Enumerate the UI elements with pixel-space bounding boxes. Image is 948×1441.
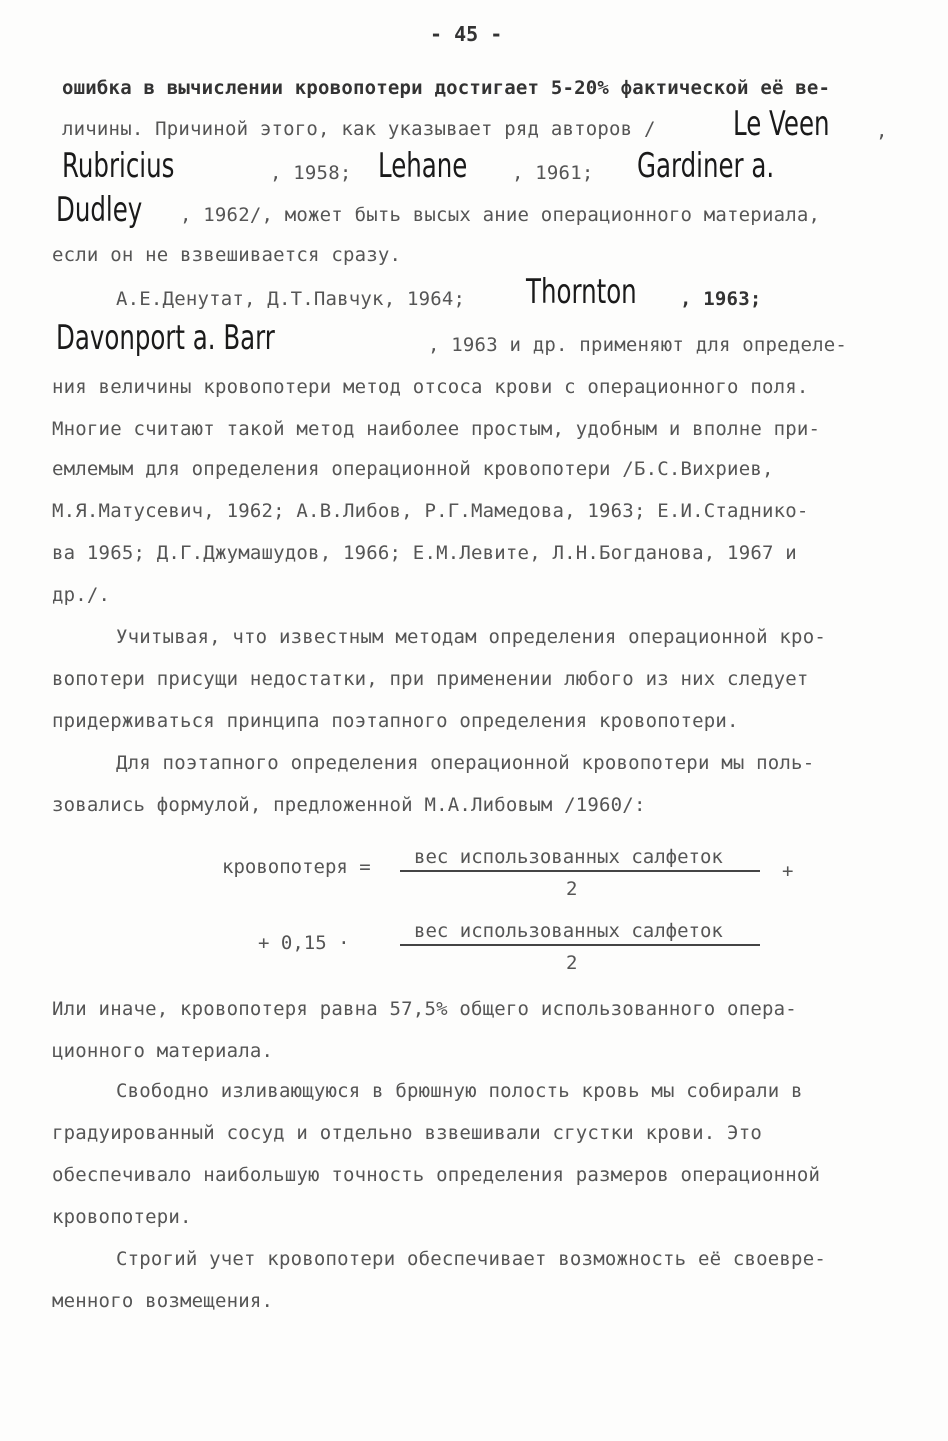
text-line: ционного материала. [52, 1040, 274, 1062]
text-line: Для поэтапного определения операционной кровопотери мы поль- [116, 752, 815, 774]
handwritten-name [526, 272, 680, 312]
text-line: вопотери присущи недостатки, при применении любого из них следует [52, 668, 809, 690]
text-segment: , 1961; [512, 162, 594, 184]
handwritten-name [56, 190, 176, 230]
handwritten-name [637, 146, 828, 186]
formula-plus: + [782, 860, 794, 882]
handwritten-lehane: Lehane [378, 146, 468, 186]
text-line: придерживаться принципа поэтапного определения кровопотери. [52, 710, 739, 732]
text-line: др./. [52, 584, 111, 606]
formula-numerator: вес использованных салфеток [414, 846, 723, 868]
handwritten-le-veen: Le Veen [733, 104, 830, 144]
text-line: обеспечивало наибольшую точность определения размеров операционной [52, 1164, 821, 1186]
text-line: если он не взвешивается сразу. [52, 244, 402, 266]
handwritten-name [62, 146, 218, 186]
formula-denominator: 2 [566, 878, 578, 900]
fraction-bar [400, 944, 760, 946]
formula-numerator: вес использованных салфеток [414, 920, 723, 942]
handwritten-name [733, 104, 867, 144]
text-line: М.Я.Матусевич, 1962; А.В.Либов, Р.Г.Мамедова, 1963; Е.И.Стадникo- [52, 500, 809, 522]
text-line: Или иначе, кровопотеря равна 57,5% общего использованного опера- [52, 998, 797, 1020]
text-line: Учитывая, что известным методам определения операционной кро- [116, 626, 826, 648]
handwritten-rubricius: Rubricius [62, 146, 175, 186]
text-line: емлемым для определения операционной кровопотери /Б.С.Вихриев, [52, 458, 774, 480]
formula-denominator: 2 [566, 952, 578, 974]
handwritten-name [378, 146, 502, 186]
handwritten-davenport: Davonport a. Barr [56, 318, 275, 358]
fraction-bar [400, 870, 760, 872]
text-line: Строгий учет кровопотери обеспечивает возможность её своевре- [116, 1248, 826, 1270]
text-line: градуированный сосуд и отдельно взвешивали сгустки крови. Это [52, 1122, 762, 1144]
text-segment: личины. Причиной этого, как указывает ряд авторов / [62, 118, 656, 140]
handwritten-gardiner: Gardiner a. [637, 146, 775, 186]
text-line: кровопотери. [52, 1206, 192, 1228]
handwritten-dudley: Dudley [56, 190, 143, 230]
page-number: - 45 - [430, 22, 503, 46]
text-line: ва 1965; Д.Г.Джумашудов, 1966; Е.М.Левите, Л.Н.Богданова, 1967 и [52, 542, 797, 564]
text-segment: , 1958; [270, 162, 352, 184]
text-line: ошибка в вычислении кровопотери достигает 5-20% фактической её ве- [62, 77, 831, 99]
text-line: , 1962/, может быть высых ание операционного материала, [180, 204, 821, 226]
text-line: А.Е.Денутат, Д.Т.Павчук, 1964; [116, 288, 466, 310]
text-line: Свободно изливающуюся в брюшную полость кровь мы собирали в [116, 1080, 803, 1102]
handwritten-thornton: Thornton [526, 272, 637, 312]
text-line: ния величины кровопотери метод отсоса крови с операционного поля. [52, 376, 809, 398]
text-segment: , [876, 120, 888, 142]
text-line: Многие считают такой метод наиболее простым, удобным и вполне при- [52, 418, 821, 440]
formula-coefficient: + 0,15 · [258, 932, 350, 954]
text-line: зовались формулой, предложенной М.А.Либовым /1960/: [52, 794, 646, 816]
text-segment: , 1963; [680, 288, 762, 310]
handwritten-name [56, 318, 360, 358]
text-line [62, 118, 656, 140]
text-line: менного возмещения. [52, 1290, 274, 1312]
formula-lhs: кровопотеря = [222, 856, 371, 878]
text-line: , 1963 и др. применяют для определе- [428, 334, 848, 356]
